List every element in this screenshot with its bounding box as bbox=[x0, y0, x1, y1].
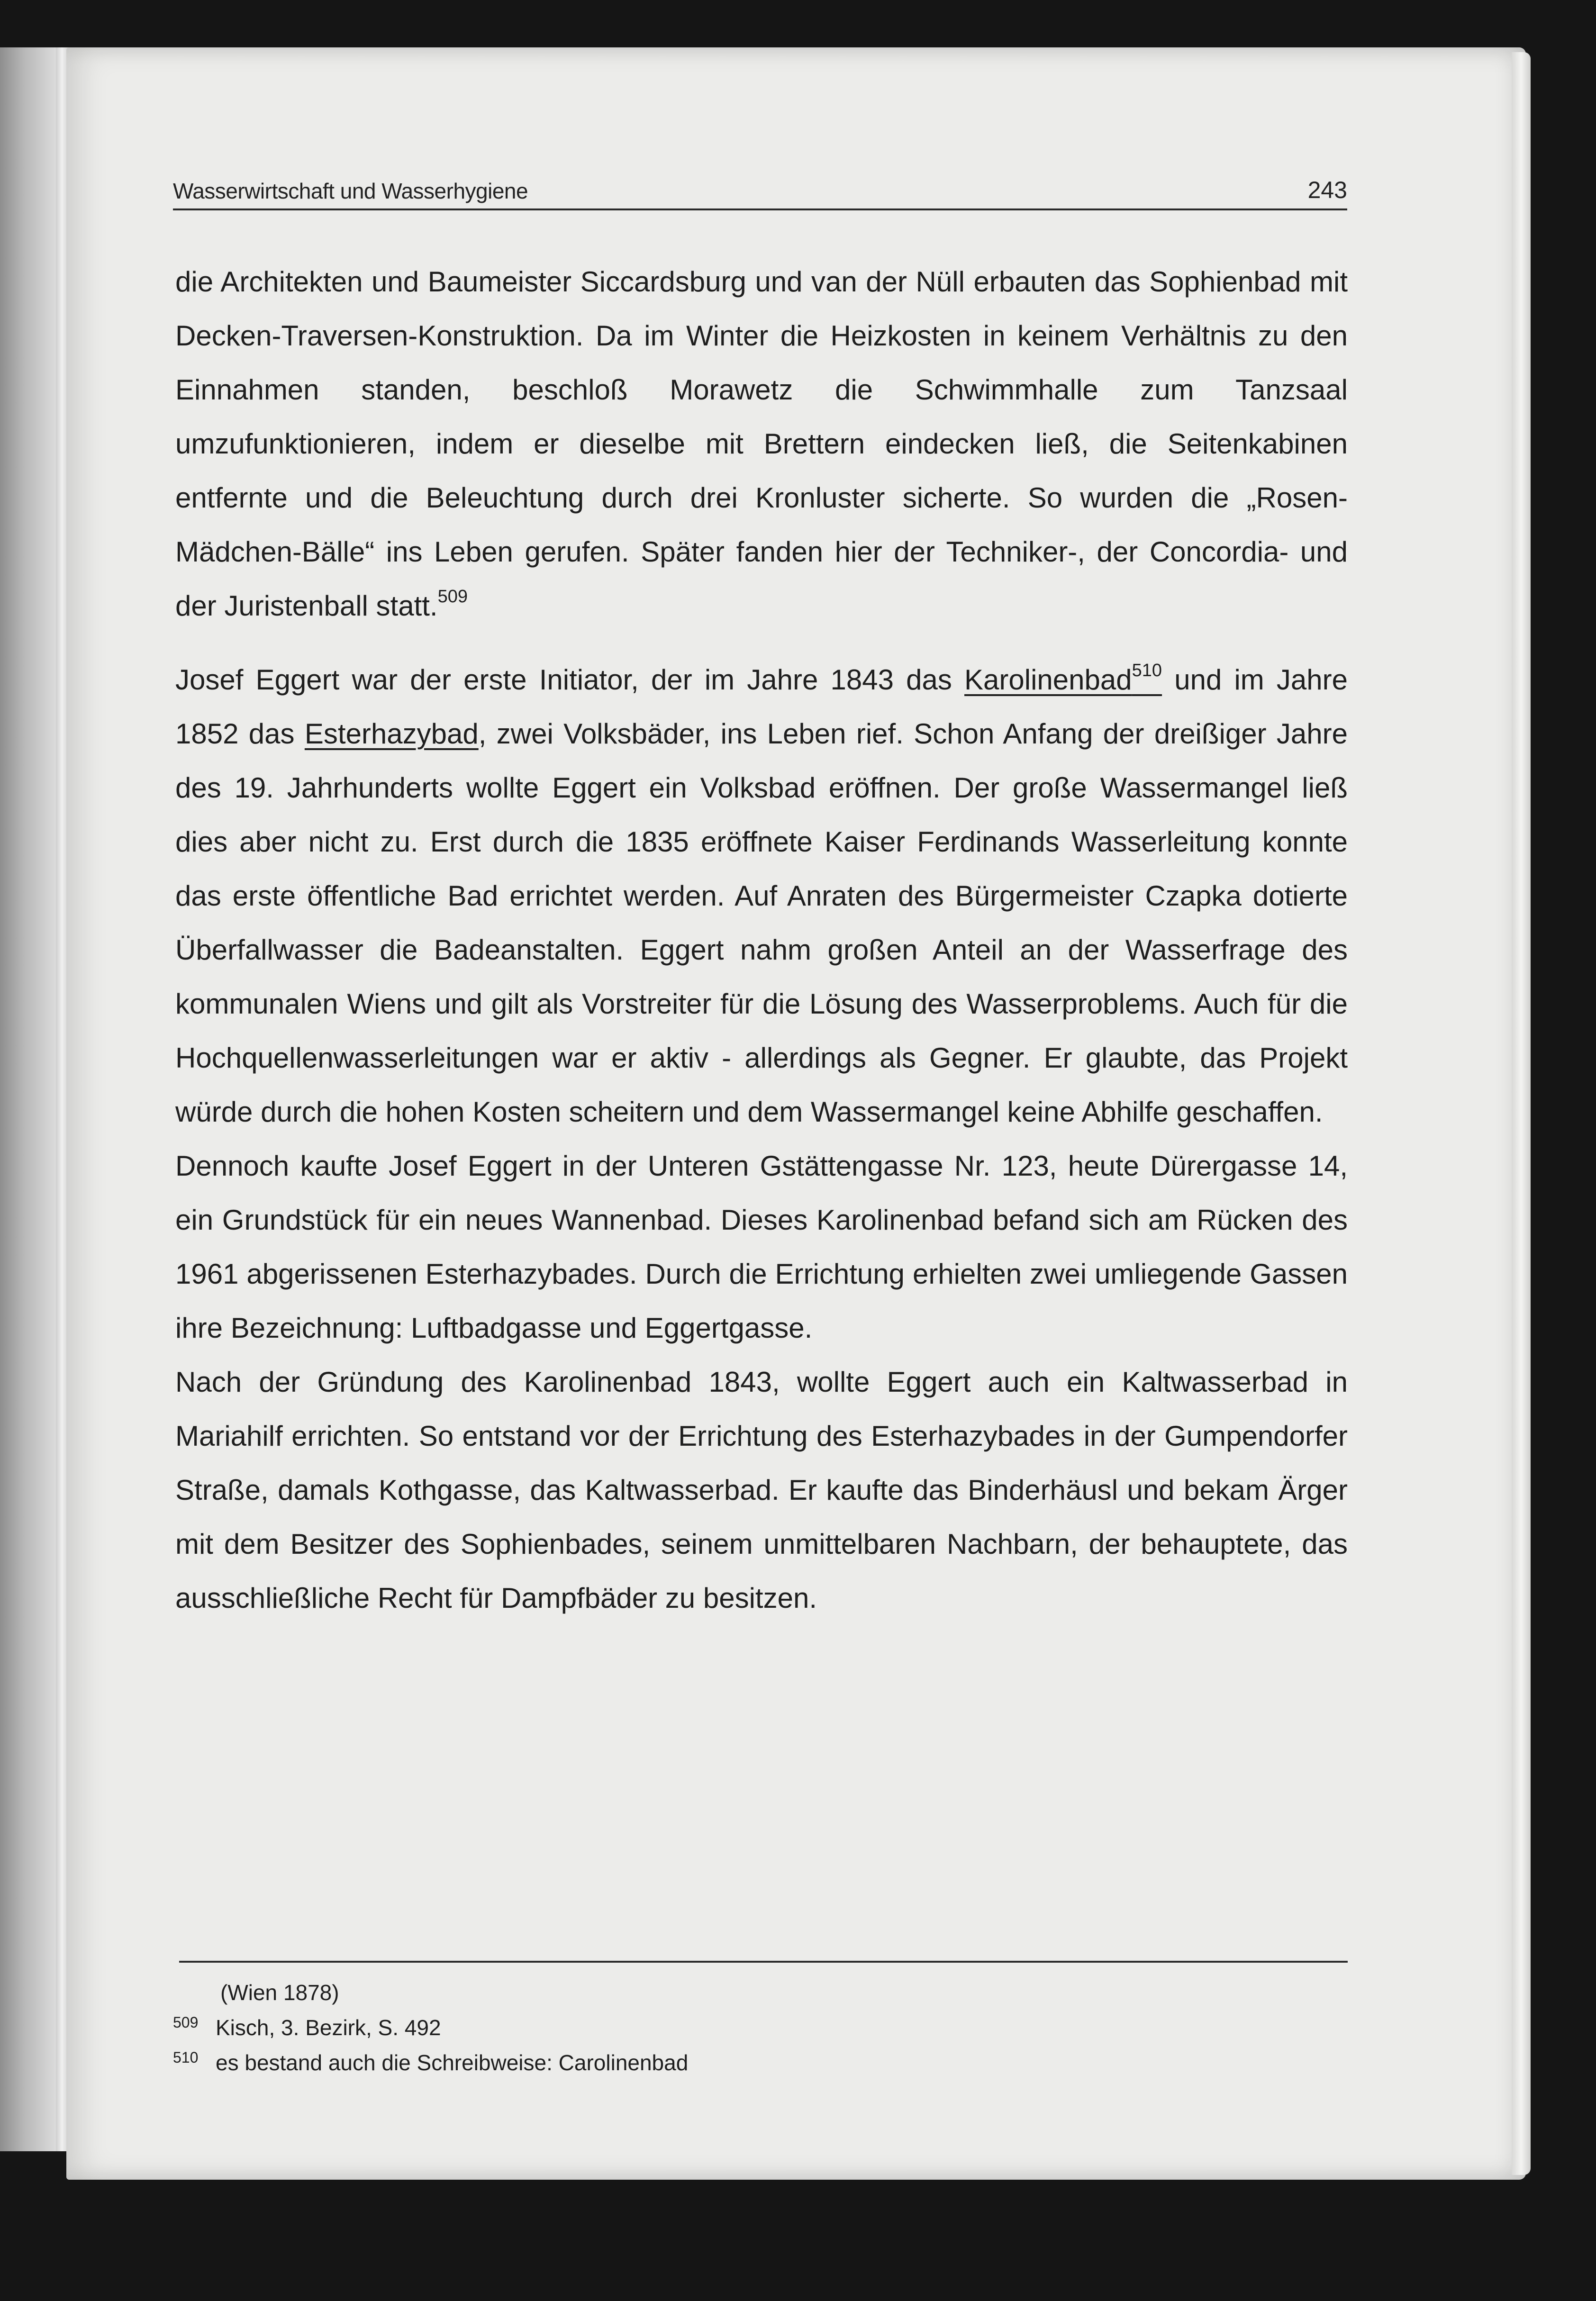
paragraph-3: Dennoch kaufte Josef Eggert in der Unteren Gstättengasse Nr. 123, heute Dürergasse 14, ein Grundstück für ein neues Wannenbad. Dieses Karolinenbad befand sich am Rücken des 1961 abgerissenen Esterhazybades. Durch die Errichtung erhielten zwei umliegende Gassen ihre Bezeichnung: Luftbadgasse und Eggertgasse. bbox=[175, 1150, 1348, 1344]
paragraph-spacer bbox=[175, 633, 1348, 653]
footnote-509: 509 Kisch, 3. Bezirk, S. 492 bbox=[173, 2014, 441, 2040]
paragraph-2 bbox=[175, 653, 1348, 1139]
paragraph-2-part-2: und im Jahre 1852 das bbox=[175, 664, 1348, 750]
footnote-ref-509[interactable]: 509 bbox=[437, 587, 468, 607]
karolinenbad-link[interactable] bbox=[964, 661, 1162, 696]
paragraph-1 bbox=[175, 255, 1348, 633]
page-header bbox=[173, 176, 1347, 210]
page-number: 243 bbox=[1307, 177, 1347, 203]
footnotes bbox=[173, 1975, 1263, 2080]
paragraph-4: Nach der Gründung des Karolinenbad 1843, wollte Eggert auch ein Kaltwasserbad in Mariahilf errichten. So entstand vor der Errichtung des Esterhazybades in der Gumpendorfer Straße, damals Kothgasse, das Kaltwasserbad. Er kaufte das Binderhäusl und bekam Ärger mit dem Besitzer des Sophienbades, seinem unmittelbaren Nachbarn, der behauptete, das ausschließliche Recht für Dampfbäder zu besitzen. bbox=[175, 1366, 1348, 1614]
paragraph-1-text: die Architekten und Baumeister Siccardsburg und van der Nüll erbauten das Sophienbad mit Decken-Traversen-Konstruktion. Da im Winter die Heizkosten in keinem Verhältnis zu den Einnahmen standen, beschloß Morawetz die Schwimmhalle zum Tanzsaal umzufunktionieren, indem er dieselbe mit Brettern eindecken ließ, die Seitenkabinen entfernte und die Beleuchtung durch drei Kronluster sicherte. So wurden die „Rosen-Mädchen-Bälle“ ins Leben gerufen. Später fanden hier der Techniker-, der Concordia- und der Juristenball statt. bbox=[175, 266, 1348, 622]
body-text bbox=[175, 255, 1348, 1625]
paragraph-2-part-1: Josef Eggert war der erste Initiator, der im Jahre 1843 das bbox=[175, 664, 952, 696]
paragraph-2-part-3: , zwei Volksbäder, ins Leben rief. Schon Anfang der dreißiger Jahre des 19. Jahrhunderts wollte Eggert ein Volksbad eröffnen. Der große Wassermangel ließ dies aber nicht zu. Erst durch die 1835 eröffnete Kaiser Ferdinands Wasserleitung konnte das erste öffentliche Bad errichtet werden. Auf Anraten des Bürgermeister Czapka dotierte Überfallwasser die Badeanstalten. Eggert nahm großen Anteil an der Wasserfrage des kommunalen Wiens und gilt als Vorstreiter für die Lösung des Wasserproblems. Auch für die Hochquellenwasserleitungen war er aktiv - allerdings als Gegner. Er glaubte, das Projekt würde durch die hohen Kosten scheitern und dem Wassermangel keine Abhilfe geschaffen. bbox=[175, 718, 1348, 1128]
running-head: Wasserwirtschaft und Wasserhygiene bbox=[173, 179, 528, 203]
footnote-text: Kisch, 3. Bezirk, S. 492 bbox=[216, 2015, 441, 2040]
footnote-carryover: (Wien 1878) bbox=[220, 1980, 339, 2005]
footnote-ref-510[interactable]: 510 bbox=[1132, 661, 1162, 680]
esterhazybad-link[interactable]: Esterhazybad bbox=[304, 718, 479, 750]
footnote-text: es bestand auch die Schreibweise: Carolinenbad bbox=[216, 2050, 689, 2075]
karolinenbad-link-text: Karolinenbad bbox=[964, 664, 1132, 696]
footnote-divider bbox=[179, 1961, 1348, 1963]
footnote-510: 510 es bestand auch die Schreibweise: Carolinenbad bbox=[173, 2049, 689, 2075]
page-fore-edge bbox=[1512, 52, 1531, 2175]
